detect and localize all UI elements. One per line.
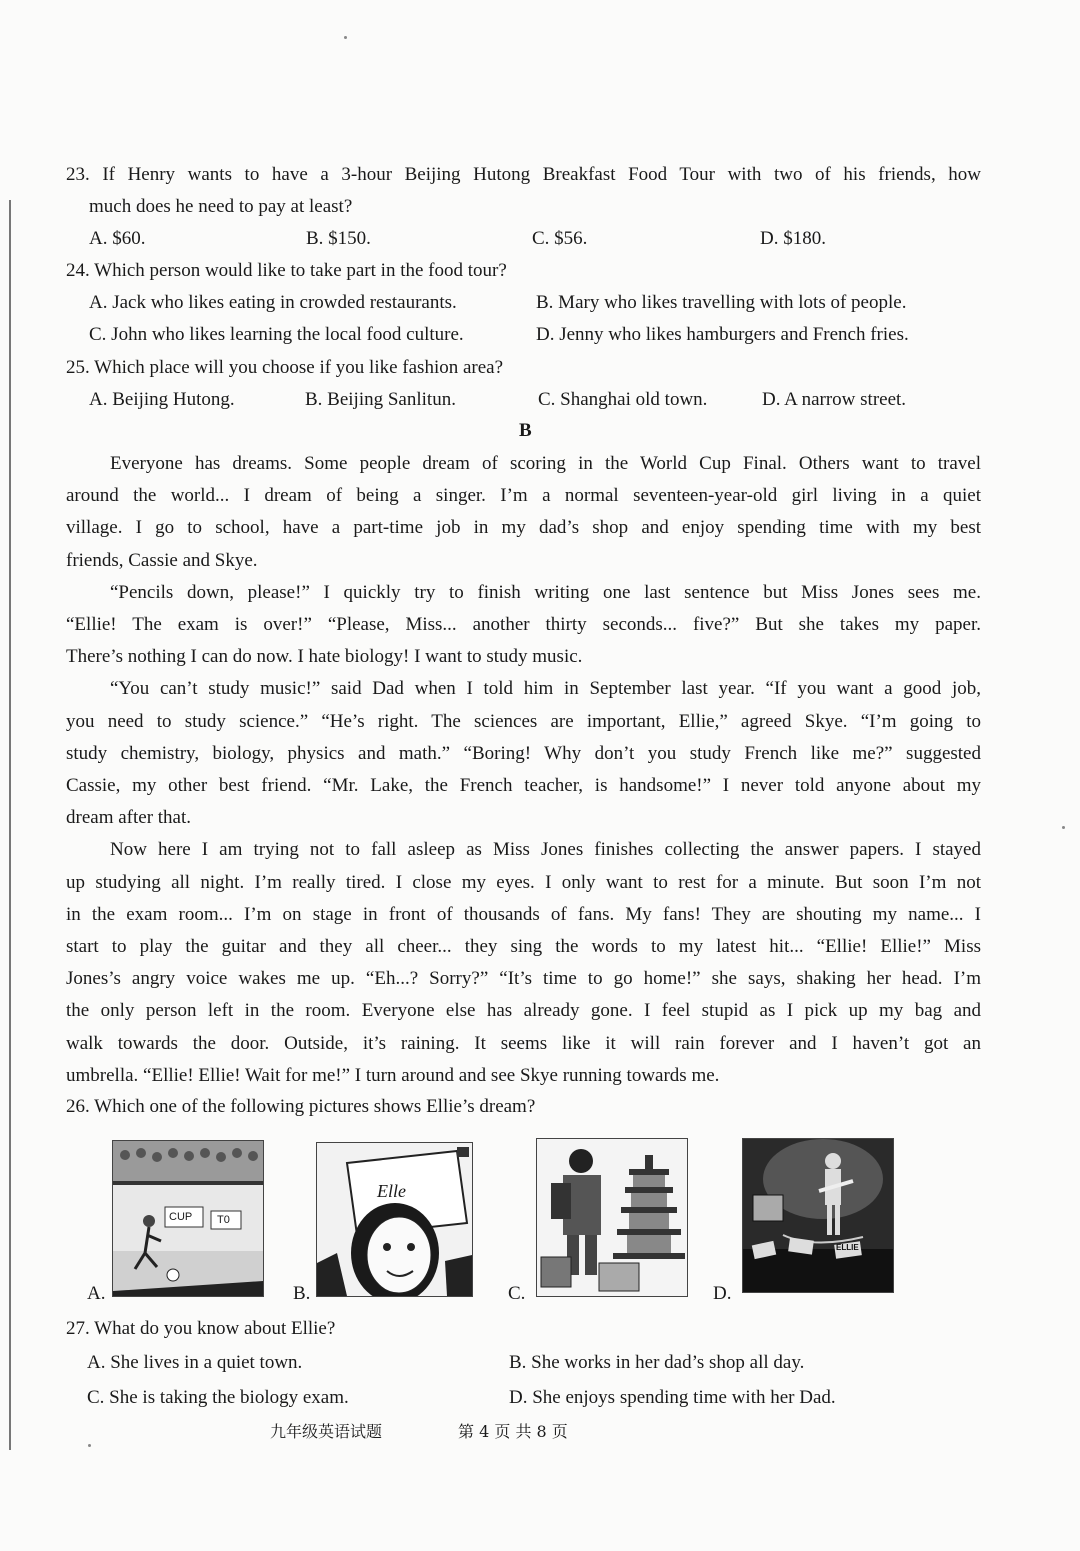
passage-line: Jones’s angry voice wakes me up. “Eh...? Sorry?” “It’s time to go home!” she says, shaking her head. I’m [66,968,981,989]
picture-d-sign-text: ELLIE [836,1243,859,1252]
picture-d-concert [742,1138,894,1293]
q25-stem: 25. Which place will you choose if you like fashion area? [66,357,504,378]
scan-speck [88,1444,91,1447]
footer-subject: 九年级英语试题 [270,1422,383,1441]
q24-option-b: B. Mary who likes travelling with lots of people. [536,292,907,313]
passage-line: dream after that. [66,807,192,828]
passage-line: Everyone has dreams. Some people dream of scoring in the World Cup Final. Others want to travel [110,453,981,474]
passage-line: start to play the guitar and they all cheer... they sing the words to my latest hit... “Ellie! Ellie!” Miss [66,936,981,957]
q27-option-c: C. She is taking the biology exam. [87,1387,349,1408]
passage-line: study chemistry, biology, physics and math.” “Boring! Why don’t you study French like me?” suggested [66,743,981,764]
q23-stem-line2: much does he need to pay at least? [89,196,353,217]
passage-line: There’s nothing I can do now. I hate biology! I want to study music. [66,646,583,667]
q24-stem: 24. Which person would like to take part in the food tour? [66,260,507,281]
passage-line: Now here I am trying not to fall asleep as Miss Jones finishes collecting the answer papers. I stayed [110,839,981,860]
passage-line: umbrella. “Ellie! Ellie! Wait for me!” I turn around and see Skye running towards me. [66,1065,720,1086]
scan-speck [1062,826,1065,829]
passage-line: village. I go to school, have a part-time job in my dad’s shop and enjoy spending time with my best [66,517,981,538]
picture-b-girl [316,1142,473,1297]
passage-line: around the world... I dream of being a singer. I’m a normal seventeen-year-old girl living in a quiet [66,485,981,506]
q23-stem-line1: 23. If Henry wants to have a 3-hour Beijing Hutong Breakfast Food Tour with two of his friends, how [66,164,981,185]
section-b-heading: B [519,420,532,441]
picture-c-traveller [536,1138,688,1297]
q25-option-b: B. Beijing Sanlitun. [305,389,456,410]
picture-a-label: A. [87,1283,106,1304]
passage-line: the only person left in the room. Everyone else has already gone. I feel stupid as I pick up my bag and [66,1000,981,1021]
scan-speck [344,36,347,39]
passage-line: “Ellie! The exam is over!” “Please, Miss... another thirty seconds... five?” But she takes my paper. [66,614,981,635]
passage-line: up studying all night. I’m really tired. I close my eyes. I only want to rest for a minute. But soon I’m not [66,872,981,893]
picture-a-football [112,1140,264,1297]
q23-option-d: D. $180. [760,228,826,249]
q23-option-b: B. $150. [306,228,371,249]
footer-page-number: 第 4 页 共 8 页 [458,1422,568,1441]
q27-option-a: A. She lives in a quiet town. [87,1352,303,1373]
q27-option-b: B. She works in her dad’s shop all day. [509,1352,805,1373]
picture-d-label: D. [713,1283,732,1304]
q27-option-d: D. She enjoys spending time with her Dad. [509,1387,836,1408]
picture-c-label: C. [508,1283,526,1304]
q25-option-d: D. A narrow street. [762,389,907,410]
q23-option-a: A. $60. [89,228,146,249]
q24-option-a: A. Jack who likes eating in crowded restaurants. [89,292,457,313]
picture-b-label: B. [293,1283,311,1304]
picture-b-sign-text: Elle [377,1181,406,1201]
q26-stem: 26. Which one of the following pictures shows Ellie’s dream? [66,1096,536,1117]
passage-line: in the exam room... I’m on stage in front of thousands of fans. My fans! They are shouting my name... I [66,904,981,925]
passage-line: you need to study science.” “He’s right. The sciences are important, Ellie,” agreed Skye. “I’m going to [66,711,981,732]
passage-line: “Pencils down, please!” I quickly try to finish writing one last sentence but Miss Jones sees me. [110,582,981,603]
passage-line: walk towards the door. Outside, it’s raining. It seems like it will rain forever and I haven’t got an [66,1033,981,1054]
q27-stem: 27. What do you know about Ellie? [66,1318,336,1339]
passage-line: “You can’t study music!” said Dad when I told him in September last year. “If you want a good job, [110,678,981,699]
q24-option-c: C. John who likes learning the local food culture. [89,324,464,345]
picture-a-sign-cup: CUP [169,1211,193,1223]
q25-option-a: A. Beijing Hutong. [89,389,235,410]
passage-line: Cassie, my other best friend. “Mr. Lake, the French teacher, is handsome!” I never told anyone about my [66,775,981,796]
passage-line: friends, Cassie and Skye. [66,550,258,571]
q23-option-c: C. $56. [532,228,588,249]
binding-margin-line [9,200,11,1450]
picture-a-sign-to: T0 [217,1214,230,1226]
q24-option-d: D. Jenny who likes hamburgers and French fries. [536,324,909,345]
q25-option-c: C. Shanghai old town. [538,389,708,410]
